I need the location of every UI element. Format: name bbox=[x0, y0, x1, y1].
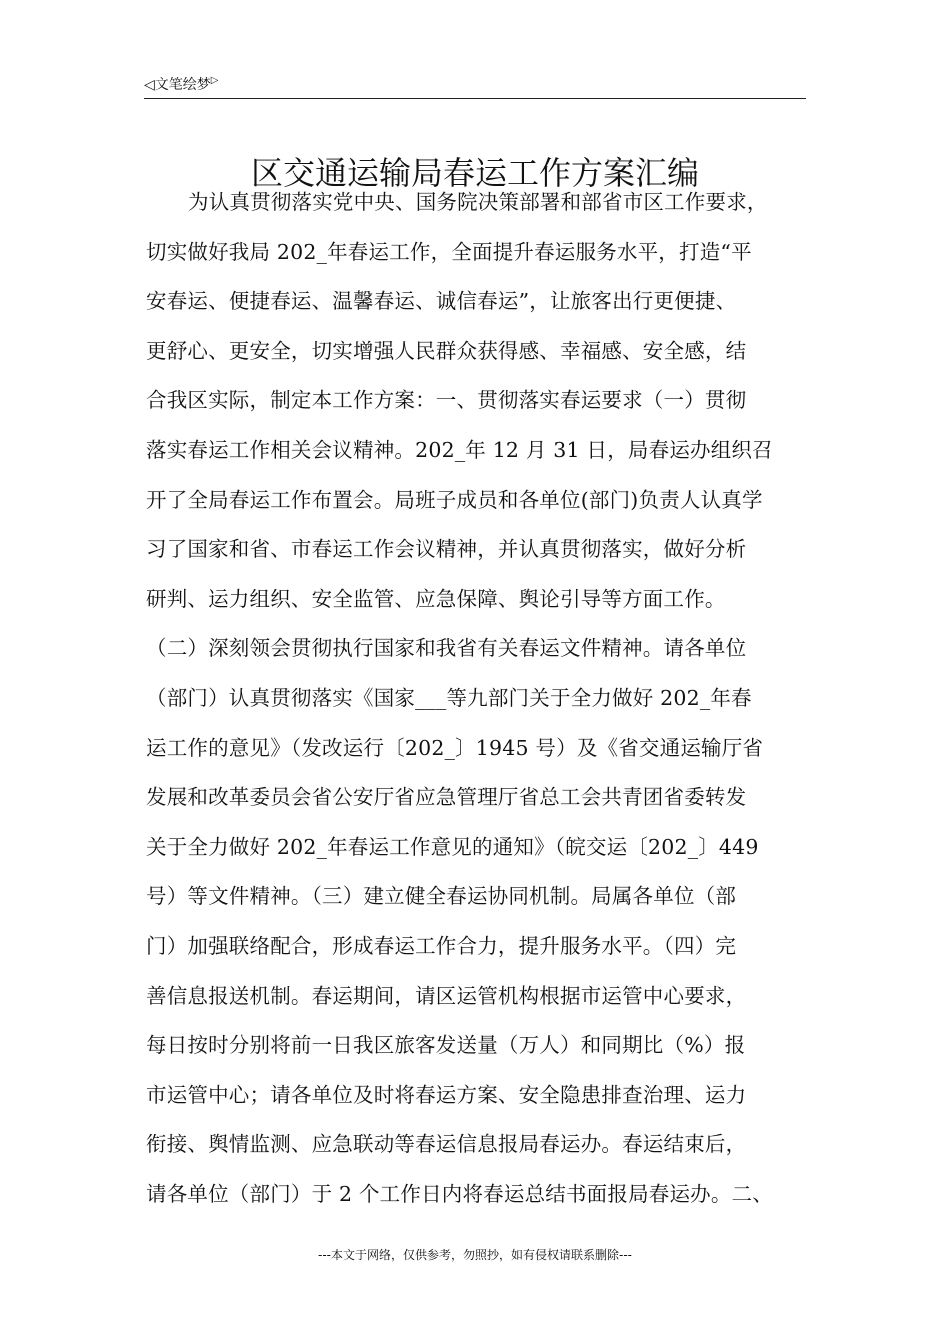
body-line: 发展和改革委员会省公安厅省应急管理厅省总工会共青团省委转发 bbox=[146, 785, 747, 810]
body-line: 习了国家和省、市春运工作会议精神，并认真贯彻落实，做好分析 bbox=[146, 537, 747, 562]
body-line: 请各单位（部门）于 2 个工作日内将春运总结书面报局春运办。二、 bbox=[146, 1181, 773, 1206]
body-line: 安春运、便捷春运、温馨春运、诚信春运”，让旅客出行更便捷、 bbox=[146, 289, 737, 314]
body-line: 更舒心、更安全，切实增强人民群众获得感、幸福感、安全感，结 bbox=[146, 338, 747, 363]
body-line: 市运管中心；请各单位及时将春运方案、安全隐患排查治理、运力 bbox=[146, 1082, 747, 1107]
body-line: 运工作的意见》（发改运行〔202_〕1945 号）及《省交通运输厅省 bbox=[146, 735, 764, 760]
body-line: 门）加强联络配合，形成春运工作合力，提升服务水平。（四）完 bbox=[146, 933, 737, 958]
body-line: （二）深刻领会贯彻执行国家和我省有关春运文件精神。请各单位 bbox=[146, 636, 747, 661]
body-paragraph bbox=[146, 178, 826, 1219]
left-triangle-icon: ◁ bbox=[144, 77, 155, 93]
header-text: 文笔绘梦 bbox=[154, 77, 211, 93]
page-header bbox=[144, 72, 806, 99]
page-footer: ---本文于网络，仅供参考，勿照抄，如有侵权请联系删除--- bbox=[318, 1248, 632, 1262]
body-line: 每日按时分别将前一日我区旅客发送量（万人）和同期比（%）报 bbox=[146, 1033, 746, 1058]
body-line: 合我区实际，制定本工作方案：一、贯彻落实春运要求（一）贯彻 bbox=[146, 388, 747, 413]
body-line: 号）等文件精神。（三）建立健全春运协同机制。局属各单位（部 bbox=[146, 884, 737, 909]
body-line: 关于全力做好 202_年春运工作意见的通知》（皖交运〔202_〕449 bbox=[146, 834, 759, 859]
body-line: 研判、运力组织、安全监管、应急保障、舆论引导等方面工作。 bbox=[146, 586, 726, 611]
body-line: 善信息报送机制。春运期间，请区运管机构根据市运管中心要求， bbox=[146, 983, 747, 1008]
right-triangle-icon: ▷ bbox=[210, 75, 219, 86]
document-title: 区交通运输局春运工作方案汇编 bbox=[250, 154, 699, 193]
body-line: 开了全局春运工作布置会。局班子成员和各单位(部门)负责人认真学 bbox=[146, 487, 763, 512]
body-line: 衔接、舆情监测、应急联动等春运信息报局春运办。春运结束后， bbox=[146, 1132, 747, 1157]
body-line: （部门）认真贯彻落实《国家___等九部门关于全力做好 202_年春 bbox=[146, 685, 752, 710]
body-line: 落实春运工作相关会议精神。202_年 12 月 31 日，局春运办组织召 bbox=[146, 437, 773, 462]
body-line: 切实做好我局 202_年春运工作，全面提升春运服务水平，打造“平 bbox=[146, 239, 752, 264]
body-line: 为认真贯彻落实党中央、国务院决策部署和部省市区工作要求， bbox=[188, 190, 768, 214]
